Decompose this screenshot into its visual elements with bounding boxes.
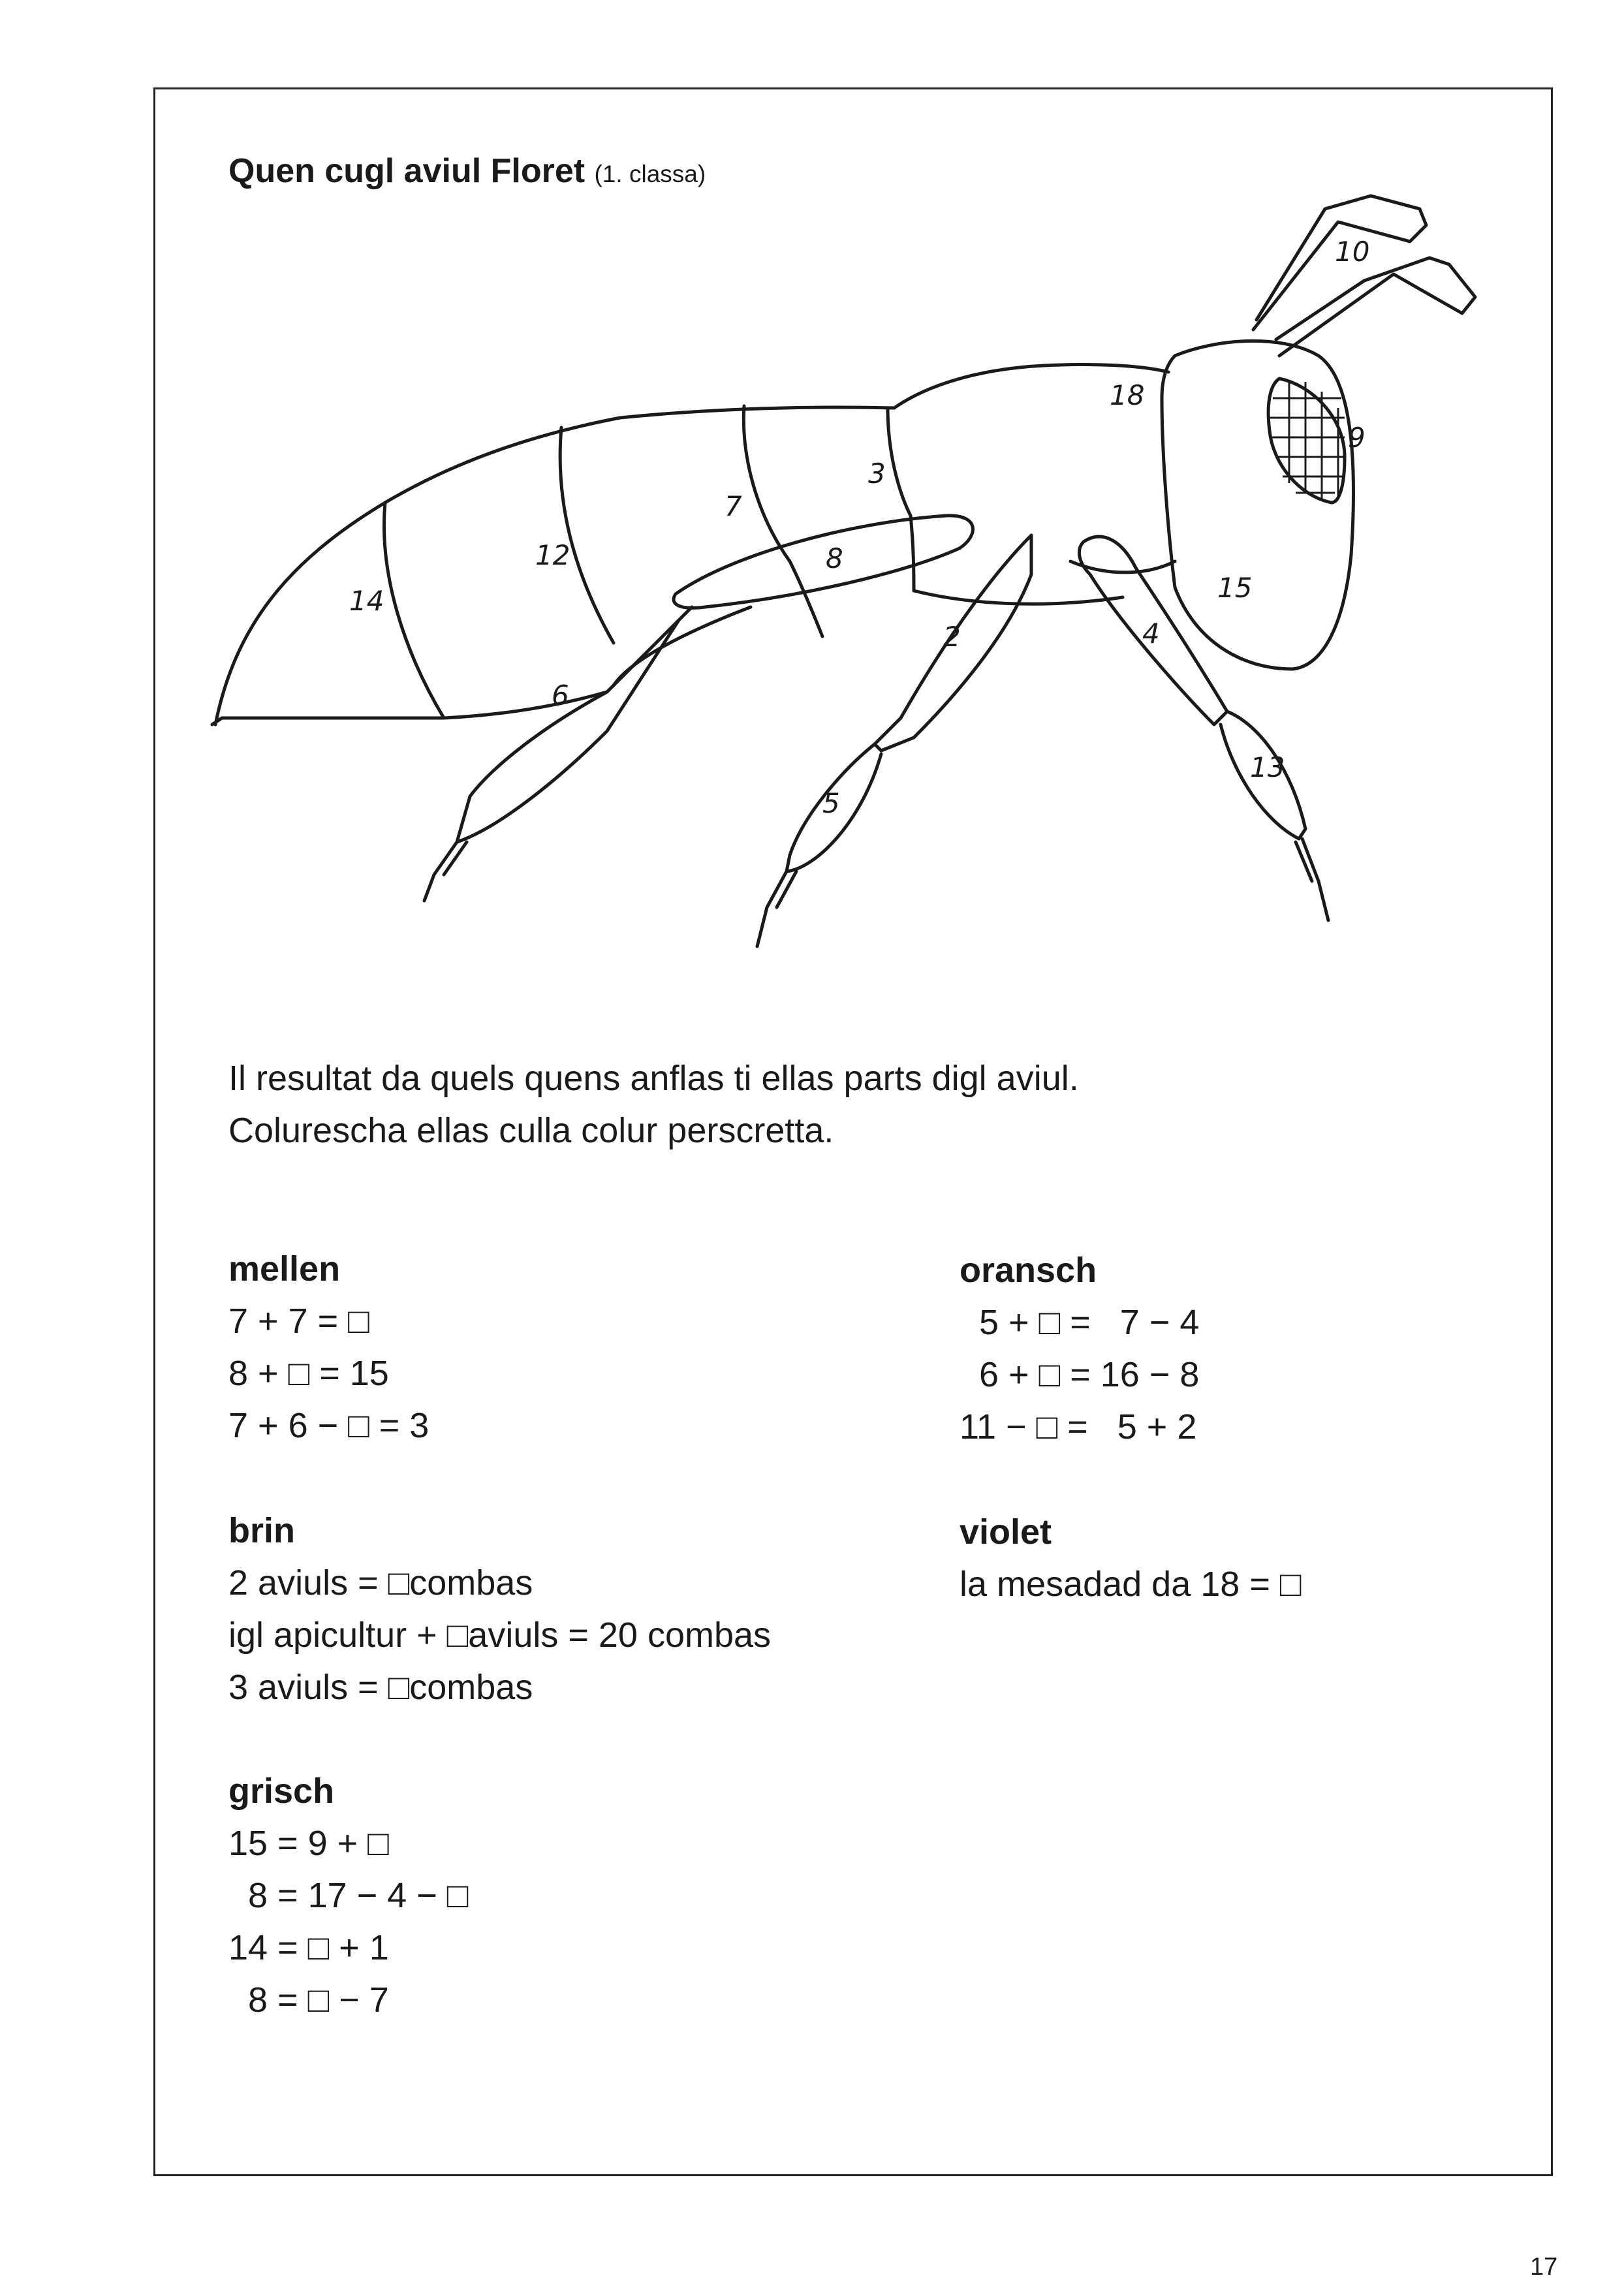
equation: 3 aviuls = □combas bbox=[228, 1668, 533, 1707]
group-oransch bbox=[960, 1244, 1199, 1453]
equation: 8 + □ = 15 bbox=[228, 1354, 389, 1393]
head-outline bbox=[1162, 341, 1353, 669]
bee-label: 9 bbox=[1348, 422, 1366, 454]
bee-label: 4 bbox=[1142, 617, 1160, 649]
bee-label: 12 bbox=[535, 539, 570, 571]
color-heading: brin bbox=[228, 1511, 295, 1550]
bee-label: 6 bbox=[552, 679, 569, 711]
title-main: Quen cugl aviul Floret bbox=[228, 152, 586, 190]
color-heading: violet bbox=[960, 1512, 1052, 1552]
color-heading: grisch bbox=[228, 1772, 335, 1811]
equation: 8 = □ − 7 bbox=[228, 1980, 389, 2020]
instruction-line: Colurescha ellas culla colur perscretta. bbox=[228, 1111, 834, 1150]
bee-drawing bbox=[0, 0, 1624, 1018]
equation: 2 aviuls = □combas bbox=[228, 1563, 533, 1602]
group-violet bbox=[960, 1506, 1301, 1610]
instruction-line: Il resultat da quels quens anflas ti ellas parts digl aviul. bbox=[228, 1059, 1079, 1098]
title-grade: (1. classa) bbox=[594, 161, 706, 187]
group-mellen bbox=[228, 1243, 429, 1452]
bee-label: 14 bbox=[349, 585, 384, 617]
instructions bbox=[228, 1052, 1079, 1157]
bee-label: 7 bbox=[725, 490, 742, 522]
equation: 14 = □ + 1 bbox=[228, 1928, 389, 1967]
abdomen-bottom bbox=[212, 692, 607, 725]
bee-label: 8 bbox=[826, 542, 843, 574]
page-number: 17 bbox=[1530, 2253, 1558, 2281]
equation: 11 − □ = 5 + 2 bbox=[960, 1407, 1197, 1446]
bee-label: 2 bbox=[943, 621, 961, 653]
equation: 8 = 17 − 4 − □ bbox=[228, 1876, 469, 1915]
equation: 7 + 6 − □ = 3 bbox=[228, 1406, 429, 1445]
equation: 7 + 7 = □ bbox=[228, 1302, 369, 1341]
equation: igl apicultur + □aviuls = 20 combas bbox=[228, 1616, 772, 1655]
group-grisch bbox=[228, 1765, 468, 2026]
equation: 5 + □ = 7 − 4 bbox=[960, 1303, 1200, 1342]
bee-label: 3 bbox=[868, 458, 886, 490]
bee-label: 5 bbox=[822, 787, 840, 819]
equation: 15 = 9 + □ bbox=[228, 1824, 389, 1863]
color-heading: oransch bbox=[960, 1251, 1097, 1290]
bee-label: 13 bbox=[1250, 751, 1285, 783]
bee-label: 15 bbox=[1217, 572, 1253, 604]
equation: la mesadad da 18 = □ bbox=[960, 1565, 1302, 1604]
group-brin bbox=[228, 1505, 771, 1713]
equation: 6 + □ = 16 − 8 bbox=[960, 1355, 1200, 1394]
bee-label: 18 bbox=[1110, 379, 1145, 411]
antenna-right bbox=[1276, 258, 1475, 356]
leg-front bbox=[457, 607, 692, 842]
bee-label: 10 bbox=[1335, 236, 1370, 268]
color-heading: mellen bbox=[228, 1249, 341, 1288]
